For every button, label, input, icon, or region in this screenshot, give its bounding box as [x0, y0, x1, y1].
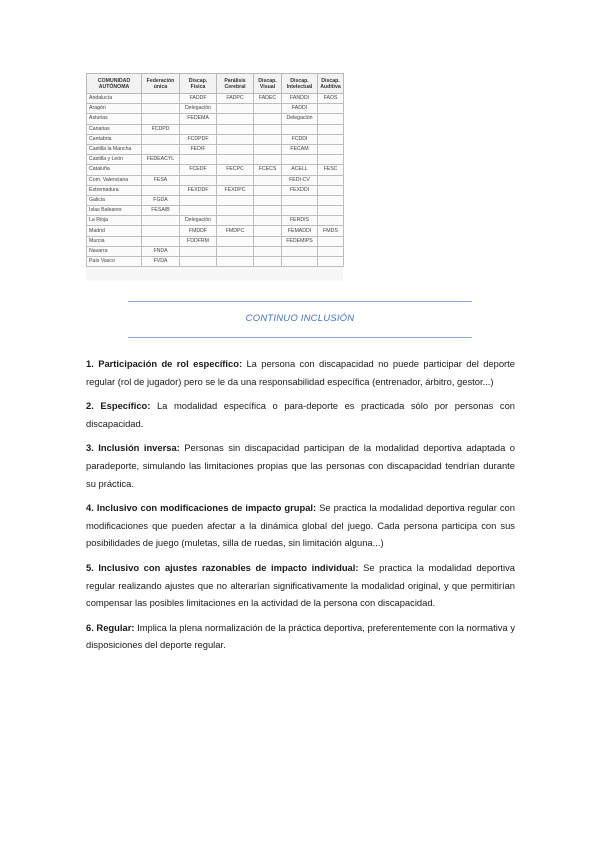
federation-cell: [180, 175, 217, 185]
item-text: Implica la plena normalización de la práctica deportiva, preferentemente con la normativa y disposiciones del deporte regular.: [86, 621, 516, 651]
region-cell: Aragón: [87, 104, 142, 114]
item-text: La persona con discapacidad no puede participar del deporte regular (rol de jugador) pero se le da una responsabilidad específica (entrenador, árbitro, gestor...): [86, 358, 515, 387]
region-cell: Cataluña: [87, 165, 142, 175]
federation-cell: ACELL: [282, 165, 318, 175]
section-title: CONTINUO INCLUSIÓN: [245, 313, 355, 324]
item-heading: 4. Inclusivo con modificaciones de impacto grupal:: [86, 502, 317, 514]
federation-cell: FADDI: [282, 104, 318, 114]
region-cell: Navarra: [87, 246, 142, 256]
federation-cell: FEXDPC: [217, 185, 254, 195]
federation-cell: [318, 114, 344, 124]
federation-cell: FAOS: [318, 94, 344, 104]
federation-cell: FDDFRM: [180, 236, 217, 246]
region-cell: Cantabria: [87, 134, 142, 144]
federation-cell: [254, 236, 282, 246]
region-cell: Extremadura: [87, 185, 142, 195]
federation-cell: [142, 144, 180, 154]
list-item-4: [86, 499, 515, 552]
federation-cell: [142, 185, 180, 195]
federation-cell: FECPC: [217, 165, 254, 175]
item-heading: 1. Participación de rol específico:: [86, 358, 243, 369]
federation-cell: [254, 144, 282, 154]
federation-cell: FEXDDI: [282, 185, 318, 195]
column-header: Discap. Física: [180, 74, 217, 94]
federation-cell: FNDA: [142, 246, 180, 256]
table-row: [87, 195, 344, 205]
federation-cell: [217, 175, 254, 185]
region-cell: Com. Valenciana: [87, 175, 142, 185]
federation-cell: [217, 155, 254, 165]
federation-cell: [254, 246, 282, 256]
federation-cell: FEDEMIPS: [282, 236, 318, 246]
list-item-5: [86, 559, 515, 612]
table-row: [87, 206, 344, 216]
list-item-3: [86, 439, 515, 492]
federation-cell: [142, 114, 180, 124]
region-cell: Galicia: [87, 195, 142, 205]
region-cell: País Vasco: [87, 257, 142, 267]
federation-cell: FESA: [142, 175, 180, 185]
federation-cell: [217, 114, 254, 124]
region-cell: Islas Baleares: [87, 206, 142, 216]
federation-cell: [318, 195, 344, 205]
list-item-1: [86, 355, 515, 390]
item-heading: 6. Regular:: [86, 621, 135, 633]
federation-cell: FESC: [318, 165, 344, 175]
federation-cell: [217, 206, 254, 216]
table-row: [87, 236, 344, 246]
region-cell: Murcia: [87, 236, 142, 246]
federation-cell: FEDI-CV: [282, 175, 318, 185]
federation-cell: [318, 216, 344, 226]
federation-cell: [142, 226, 180, 236]
federation-cell: FADEC: [254, 94, 282, 104]
federation-cell: [142, 104, 180, 114]
federation-cell: [254, 155, 282, 165]
column-header: COMUNIDAD AUTÓNOMA: [87, 74, 142, 94]
item-heading: 3. Inclusión inversa:: [86, 442, 180, 454]
column-header: Discap. Intelectual: [282, 74, 318, 94]
federation-cell: [254, 124, 282, 134]
federation-cell: [254, 134, 282, 144]
federation-cell: [318, 175, 344, 185]
federation-cell: [254, 206, 282, 216]
federation-cell: [282, 257, 318, 267]
table-row: [87, 216, 344, 226]
table-row: [87, 114, 344, 124]
federation-cell: FANDDI: [282, 94, 318, 104]
federation-cell: FCECS: [254, 165, 282, 175]
federation-cell: FEDEMA: [180, 114, 217, 124]
region-cell: Castilla la Mancha: [87, 144, 142, 154]
federation-cell: [180, 155, 217, 165]
section-divider-bottom: [128, 337, 472, 338]
federation-cell: [318, 236, 344, 246]
table-row: [87, 246, 344, 256]
federation-cell: [318, 104, 344, 114]
federation-cell: FMDS: [318, 226, 344, 236]
federation-cell: [254, 195, 282, 205]
table-row: [87, 165, 344, 175]
list-item-6: [86, 619, 515, 654]
federation-cell: [318, 185, 344, 195]
federation-cell: [142, 134, 180, 144]
federation-cell: [217, 257, 254, 267]
federation-cell: FEDEACYL: [142, 155, 180, 165]
federation-cell: FADPC: [217, 94, 254, 104]
item-text: La modalidad específica o para-deporte es practicada sólo por personas con discapacidad.: [86, 400, 515, 429]
federation-cell: [217, 236, 254, 246]
federation-cell: FEDIF: [180, 144, 217, 154]
federation-cell: FEMADDI: [282, 226, 318, 236]
federations-table-image: [86, 73, 343, 281]
federation-cell: [142, 165, 180, 175]
table-row: [87, 134, 344, 144]
item-text: Se practica la modalidad deportiva regular con modificaciones que pueden afectar a la dinámica global del juego. Cada persona participa con sus posibilidades de juego (muletas, silla de ruedas, sin limitación alguna...): [86, 502, 515, 549]
federation-cell: [180, 257, 217, 267]
table-row: [87, 185, 344, 195]
column-header: Parálisis Cerebral: [217, 74, 254, 94]
federation-cell: [217, 104, 254, 114]
region-cell: Asturias: [87, 114, 142, 124]
federation-cell: [318, 134, 344, 144]
federation-cell: [282, 124, 318, 134]
federation-cell: [318, 144, 344, 154]
federation-cell: [318, 257, 344, 267]
federation-cell: [217, 246, 254, 256]
federation-cell: [318, 155, 344, 165]
table-row: [87, 124, 344, 134]
federation-cell: [282, 195, 318, 205]
federation-cell: [254, 226, 282, 236]
federation-cell: FCDPD: [142, 124, 180, 134]
table-row: [87, 144, 344, 154]
federation-cell: FADDF: [180, 94, 217, 104]
federation-cell: FCDDI: [282, 134, 318, 144]
column-header: Discap. Auditiva: [318, 74, 344, 94]
table-row: [87, 104, 344, 114]
section-divider-top: [128, 301, 472, 302]
federation-cell: FERDIS: [282, 216, 318, 226]
region-cell: Canarias: [87, 124, 142, 134]
federation-cell: FMDDF: [180, 226, 217, 236]
item-text: Se practica la modalidad deportiva regular realizando ajustes que no alterarían significativamente la modalidad original, y que permitirían compensar las posibles limitaciones en la actividad de la persona con discapacidad.: [86, 561, 515, 609]
region-cell: Andalucía: [87, 94, 142, 104]
federation-cell: [282, 206, 318, 216]
federation-cell: [142, 236, 180, 246]
federation-cell: [142, 94, 180, 104]
table-row: [87, 226, 344, 236]
federation-cell: [254, 114, 282, 124]
federation-cell: [217, 134, 254, 144]
inclusion-list: [86, 355, 515, 661]
federation-cell: [180, 206, 217, 216]
federation-cell: [254, 216, 282, 226]
federation-cell: Delegación: [282, 114, 318, 124]
region-cell: Madrid: [87, 226, 142, 236]
column-header: Discap. Visual: [254, 74, 282, 94]
table-header-row: [87, 74, 344, 94]
federation-cell: [282, 246, 318, 256]
federation-cell: FCDPDF: [180, 134, 217, 144]
table-row: [87, 94, 344, 104]
federation-cell: FEXDDF: [180, 185, 217, 195]
table-row: [87, 175, 344, 185]
federation-cell: FCEDF: [180, 165, 217, 175]
federation-cell: [254, 175, 282, 185]
federation-cell: Delegación: [180, 104, 217, 114]
federation-cell: [180, 195, 217, 205]
federations-table: [86, 73, 344, 267]
federation-cell: [180, 124, 217, 134]
federation-cell: [142, 216, 180, 226]
federation-cell: [318, 124, 344, 134]
item-heading: 5. Inclusivo con ajustes razonables de impacto individual:: [86, 561, 359, 573]
column-header: Federación única: [142, 74, 180, 94]
federation-cell: [217, 195, 254, 205]
federation-cell: FESAIB: [142, 206, 180, 216]
federation-cell: [318, 206, 344, 216]
federation-cell: [217, 124, 254, 134]
region-cell: La Rioja: [87, 216, 142, 226]
item-text: Personas sin discapacidad participan de la modalidad deportiva adaptada o paradeporte, simulando las limitaciones propias que las personas con discapacidad tendrían durante su práctica.: [86, 442, 515, 489]
federation-cell: FMDPC: [217, 226, 254, 236]
federation-cell: FVDA: [142, 257, 180, 267]
federation-cell: [254, 104, 282, 114]
list-item-2: [86, 397, 515, 432]
region-cell: Castilla y León: [87, 155, 142, 165]
federation-cell: [217, 216, 254, 226]
federation-cell: [254, 185, 282, 195]
table-row: [87, 155, 344, 165]
federation-cell: [318, 246, 344, 256]
item-heading: 2. Específico:: [86, 400, 151, 412]
federation-cell: [254, 257, 282, 267]
federation-cell: [217, 144, 254, 154]
federation-cell: Delegación: [180, 216, 217, 226]
federation-cell: [282, 155, 318, 165]
federation-cell: [180, 246, 217, 256]
federation-cell: FECAM: [282, 144, 318, 154]
table-row: [87, 257, 344, 267]
federation-cell: FGDA: [142, 195, 180, 205]
